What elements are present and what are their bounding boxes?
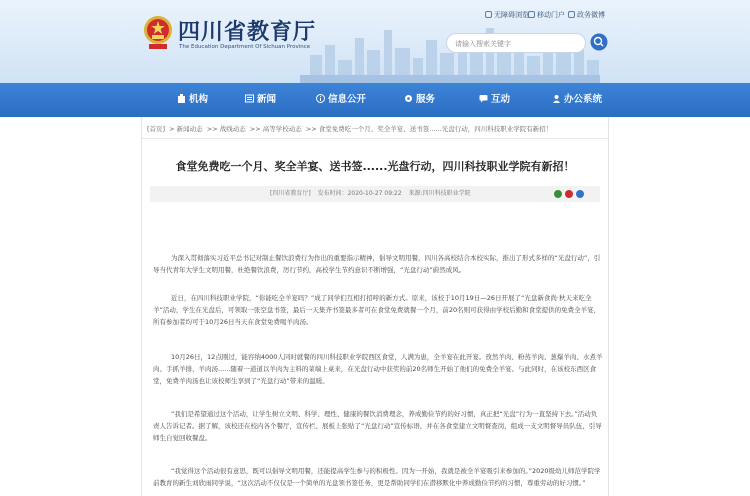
nav-item-institution[interactable]: 机构 — [177, 83, 208, 117]
article-meta — [150, 186, 600, 202]
mobile-icon — [528, 11, 535, 18]
nav-item-service[interactable]: 服务 — [404, 83, 435, 117]
article-paragraph: 为深入贯彻落实习近平总书记对制止餐饮浪费行为作出的重要指示精神，倡导文明用餐，四川各高校结合本校实际，推出了形式多样的“光盘行动”，引导当代青年大学生文明用餐，杜绝餐饮浪费，厉行节约，高校学生节约意识不断增强，“光盘行动”蔚然成风。 — [153, 254, 601, 274]
site-header — [0, 0, 750, 83]
service-icon — [404, 94, 413, 103]
building-icon — [177, 94, 186, 103]
breadcrumb-news[interactable]: > 新闻动态 — [169, 125, 203, 133]
nav-item-office-system[interactable]: 办公系统 — [552, 83, 602, 117]
search-icon[interactable] — [590, 32, 608, 52]
article-paragraph: “我觉得这个活动很有意思，既可以倡导文明用餐，还能提高学生参与的积极性。因为一开始，我就是被全羊宴吸引来参加的。”2020级幼儿师范学院学前教育的新生刘欣雨同学说，“这次活动不仅仅是一个简单的光盘领书签任务，更是帮助同学们在潜移默化中养成勤俭节约的习惯，尊重劳动的好习惯。” — [153, 467, 601, 487]
info-icon — [316, 94, 325, 103]
nav-item-news[interactable]: 新闻 — [245, 83, 276, 117]
search-input[interactable]: 请输入搜索关键字 — [446, 33, 586, 53]
mobile-portal-link[interactable]: 移动门户 — [528, 10, 565, 20]
office-icon — [552, 94, 561, 103]
weibo-share-icon[interactable] — [565, 190, 573, 198]
top-links — [0, 10, 750, 22]
meta-date: 发布时间：2020-10-27 09:22 — [317, 190, 402, 197]
accessibility-icon — [485, 11, 492, 18]
article-paragraph: 10月26日，12点刚过，能容纳4000人同时就餐的四川科技职业学院西区食堂，人满为患，全羊宴在此开宴。孜然羊肉、粉蒸羊肉、葱爆羊肉、水煮羊肉、手抓羊排、羊肉汤......随着一道道以羊肉为主料的菜端上桌来，在光盘行动中获奖的前20名师生开始了他们的免费全羊宴。与此同时，在该校东西区食堂，免费羊肉汤也让该校师生享到了“光盘行动”带来的温暖。 — [153, 353, 603, 385]
weibo-icon — [568, 11, 575, 18]
site-subtitle: The Education Department Of Sichuan Province — [179, 44, 311, 50]
breadcrumb-frontline[interactable]: >> 战线动态 — [206, 125, 246, 133]
site-title: 四川省教育厅 — [178, 20, 317, 45]
nav-item-info-disclosure[interactable]: 信息公开 — [316, 83, 366, 117]
nav-item-interaction[interactable]: 互动 — [479, 83, 510, 117]
meta-source: 来源:四川科技职业学院 — [408, 190, 471, 197]
breadcrumb-current: >> 食堂免费吃一个月、奖全羊宴、送书签......光盘行动，四川科技职业学院有新招！ — [305, 125, 553, 133]
article-title: 食堂免费吃一个月、奖全羊宴、送书签......光盘行动，四川科技职业学院有新招！ — [175, 160, 575, 173]
weibo-link[interactable]: 政务微博 — [568, 10, 605, 20]
meta-author: [四川省教育厅] — [270, 190, 311, 197]
news-icon — [245, 94, 254, 103]
main-nav — [0, 83, 750, 117]
article-paragraph: 近日，在四川科技职业学院，“你能吃全羊宴吗？”成了同学们互相打招呼的新方式。原来，该校于10月19日—26日开展了“光盘新食尚·秋天来吃全羊”活动，学生在光盘后，可领取一张空盘书签，最后一天集齐书签最多者可在食堂免费就餐一个月，前20名则可获得由学校后勤和食堂提供的免费全羊宴，所有参加者均可于10月26日当天在食堂免费喝羊肉汤。 — [153, 294, 601, 326]
breadcrumb-home[interactable]: [首页] — [147, 125, 166, 133]
accessibility-link[interactable]: 无障碍浏览 — [485, 10, 529, 20]
article-paragraph: “我们是希望通过这个活动，让学生树立文明、科学、理性、健康的餐饮消费理念，养成勤俭节约的好习惯，真正把“光盘”行为一直坚持下去。”活动负责人告诉记者。据了解，该校还在校内各个餐厅，宣传栏、展板上张贴了“光盘行动”宣传标语，并在各食堂建立文明督查岗，组成一支文明督导员队伍，引导师生自觉回收餐盘。 — [153, 410, 602, 442]
breadcrumb-universities[interactable]: >> 高等学校动态 — [249, 125, 302, 133]
wechat-share-icon[interactable] — [554, 190, 562, 198]
divider — [141, 138, 609, 139]
chat-icon — [479, 94, 488, 103]
breadcrumb — [147, 124, 554, 133]
qq-share-icon[interactable] — [576, 190, 584, 198]
